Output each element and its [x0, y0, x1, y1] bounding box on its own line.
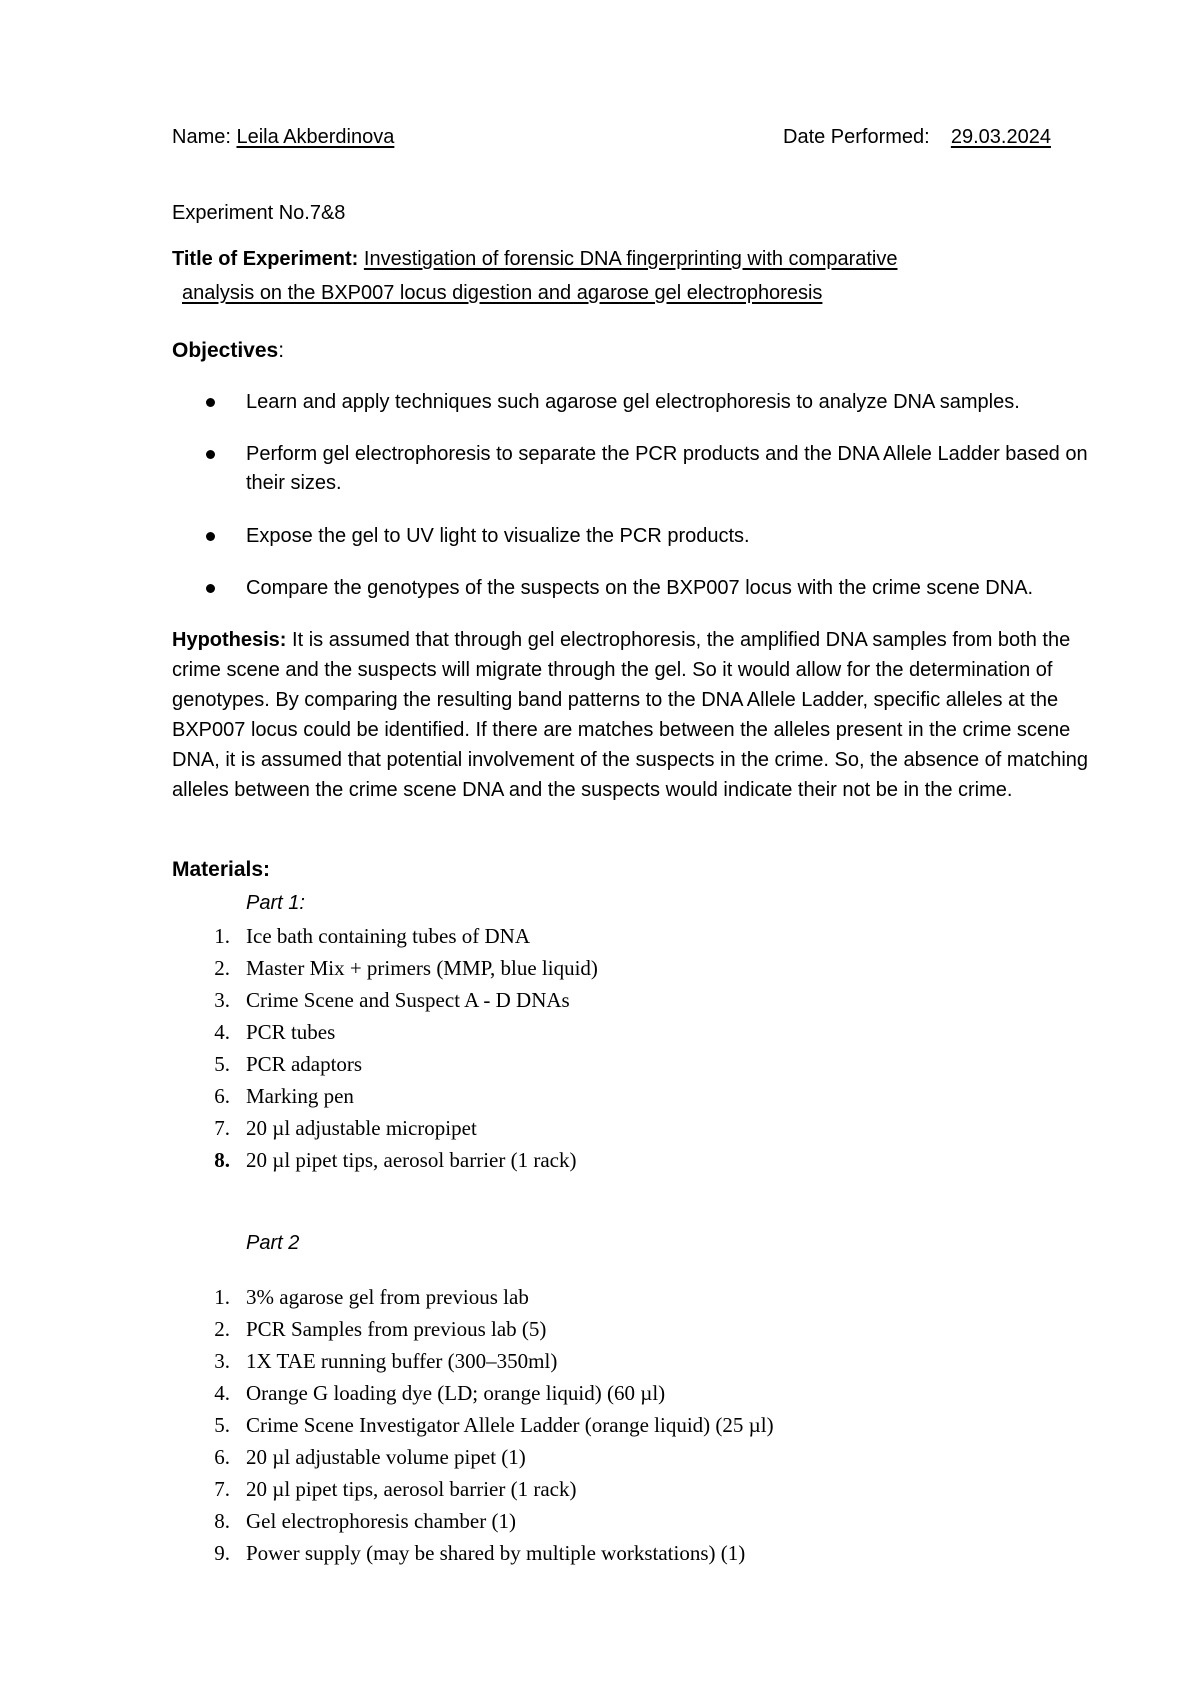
list-item: 1X TAE running buffer (300–350ml)	[246, 1349, 558, 1373]
date-line	[783, 126, 1051, 149]
list-item: 20 µl adjustable micropipet	[246, 1116, 477, 1140]
title-line-1	[172, 248, 897, 271]
objective-item: Expose the gel to UV light to visualize the PCR products.	[246, 525, 750, 547]
list-number: 3.	[214, 988, 230, 1012]
list-item: 20 µl adjustable volume pipet (1)	[246, 1445, 526, 1469]
objective-item: Learn and apply techniques such agarose gel electrophoresis to analyze DNA samples.	[246, 391, 1020, 413]
list-item: PCR adaptors	[246, 1052, 363, 1076]
hypothesis-label: Hypothesis:	[172, 629, 287, 651]
hypothesis-paragraph	[172, 625, 1107, 805]
objective-item: Compare the genotypes of the suspects on the BXP007 locus with the crime scene DNA.	[246, 577, 1034, 599]
part2-label: Part 2	[246, 1232, 300, 1254]
bullet-icon	[206, 584, 215, 593]
list-number: 8.	[214, 1509, 230, 1533]
list-number: 6.	[214, 1445, 230, 1469]
list-number: 5.	[214, 1413, 230, 1437]
name-value: Leila Akberdinova	[236, 126, 395, 148]
list-item: Ice bath containing tubes of DNA	[246, 924, 531, 948]
hypothesis-text: It is assumed that through gel electrophoresis, the amplified DNA samples from both the crime scene and the suspects will migrate through the gel. So it would allow for the determination of genotypes. By comparing the resulting band patterns to the DNA Allele Ladder, specific alleles at the BXP007 locus could be identified. If there are matches between the alleles present in the crime scene DNA, it is assumed that potential involvement of the suspects in the crime. So, the absence of matching alleles between the crime scene DNA and the suspects would indicate their not be in the crime.	[172, 629, 1089, 801]
list-item: Master Mix + primers (MMP, blue liquid)	[246, 956, 598, 980]
list-number: 2.	[214, 1317, 230, 1341]
list-item: Crime Scene Investigator Allele Ladder (orange liquid) (25 µl)	[246, 1413, 774, 1437]
list-item: Marking pen	[246, 1084, 354, 1108]
list-item: Orange G loading dye (LD; orange liquid) (60 µl)	[246, 1381, 666, 1405]
list-item: Crime Scene and Suspect A - D DNAs	[246, 988, 570, 1012]
title-text-1: Investigation of forensic DNA fingerprinting with comparative	[363, 248, 898, 270]
list-number: 4.	[214, 1020, 230, 1044]
list-item: PCR tubes	[246, 1020, 336, 1044]
name-label: Name:	[172, 126, 231, 148]
list-item: 20 µl pipet tips, aerosol barrier (1 rack)	[246, 1477, 577, 1501]
list-number: 1.	[214, 924, 230, 948]
objectives-heading-line	[172, 339, 284, 363]
experiment-number: Experiment No.7&8	[172, 202, 346, 224]
bullet-icon	[206, 450, 215, 459]
list-number: 4.	[214, 1381, 230, 1405]
list-number: 5.	[214, 1052, 230, 1076]
list-item: 20 µl pipet tips, aerosol barrier (1 rack)	[246, 1148, 577, 1172]
list-number: 3.	[214, 1349, 230, 1373]
list-number: 2.	[214, 956, 230, 980]
part1-label: Part 1:	[246, 892, 305, 914]
list-number: 9.	[214, 1541, 230, 1565]
bullet-icon	[206, 398, 215, 407]
list-number: 1.	[214, 1285, 230, 1309]
objectives-heading: Objectives	[172, 339, 279, 362]
list-item: Gel electrophoresis chamber (1)	[246, 1509, 516, 1533]
bullet-icon	[206, 532, 215, 541]
title-label: Title of Experiment:	[172, 248, 359, 270]
date-value: 29.03.2024	[950, 126, 1051, 148]
list-number: 7.	[214, 1477, 230, 1501]
objectives-colon: :	[278, 339, 285, 362]
list-number: 8.	[214, 1148, 230, 1172]
list-item: 3% agarose gel from previous lab	[246, 1285, 529, 1309]
name-line	[172, 126, 394, 149]
title-text-2: analysis on the BXP007 locus digestion and agarose gel electrophoresis	[182, 282, 823, 304]
date-label: Date Performed:	[783, 126, 930, 148]
list-number: 6.	[214, 1084, 230, 1108]
list-item: PCR Samples from previous lab (5)	[246, 1317, 547, 1341]
list-number: 7.	[214, 1116, 230, 1140]
list-item: Power supply (may be shared by multiple workstations) (1)	[246, 1541, 746, 1565]
objective-item: Perform gel electrophoresis to separate the PCR products and the DNA Allele Ladder based on their sizes.	[246, 443, 1088, 494]
materials-heading: Materials:	[172, 858, 271, 881]
